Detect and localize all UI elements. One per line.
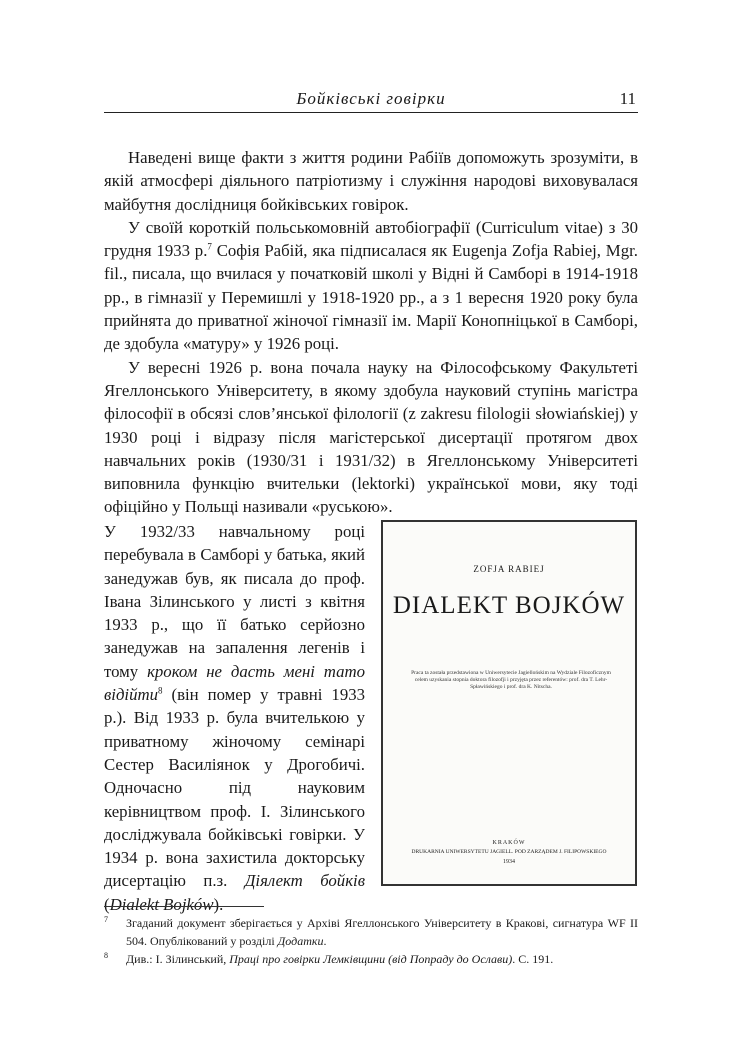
side-part-d: ). [213, 894, 224, 914]
dissertation-title-pl: Dialekt Bojków [109, 894, 214, 914]
footnote-7 [104, 914, 638, 950]
footnote-ref-7[interactable]: 7 [207, 241, 212, 252]
book-description: Praca ta została przedstawiona w Uniwersytecie Jagiellońskim na Wydziale Filozoficznym celem uzyskania stopnia doktora filozofji i przyjęta przez referentów: prof. dra T. Lehr-Spławińskiego i prof. dra K. Nitscha. [411, 670, 611, 690]
main-text [104, 146, 638, 519]
page-number: 11 [619, 89, 636, 108]
footnotes [104, 914, 638, 968]
footnote-tail: . [323, 934, 327, 948]
footnote-number: 7 [104, 915, 108, 924]
paragraph-2 [104, 216, 638, 356]
side-part-a: У 1932/33 навчальному році перебувала в Самборі у батька, який занедужав був, як писала до проф. Івана Зілинського у листі з квітня 1933 р., що її батько серйозно занедужав на запалення легенів і тому [104, 522, 365, 681]
running-header [104, 88, 638, 113]
footnote-italic: Праці про говірки Лемківщини (від Попраду до Ослави) [229, 952, 513, 966]
footnote-tail: . С. 191. [512, 952, 554, 966]
footnote-text: Див.: І. Зілинський, [126, 952, 230, 966]
dissertation-title-ua: Діялект бойків [244, 871, 365, 891]
side-part-c: ( [104, 894, 110, 914]
running-title: Бойківські говірки [296, 89, 446, 108]
footnote-divider [104, 906, 264, 907]
book-author: ZOFJA RABIEJ [473, 564, 545, 574]
footnote-italic: Додатки [277, 934, 324, 948]
paragraph-2-part-b: Софія Рабій, яка підписалася як Eugenja Zofja Rabiej, Mgr. fil., писала, що вчилася у початковій школі у Відні й Самборі в 1914-1918 рр., в гімназії у Перемишлі у 1918-1920 рр., а з 1 вересня 1920 року була прийнята до приватної жіночої гімназії ім. Марії Конопніцької в Самборі, де здобула «матуру» у 1926 році. [104, 241, 638, 354]
book-title-page-image [381, 520, 637, 886]
side-part-b: (він помер у травні 1933 р.). Від 1933 р. була вчителькою у приватному жіночому семінарі Сестер Василіянок у Дрогобичі. Одночасно під науковим керівництвом проф. І. Зілинського досліджувала бойківські говірки. У 1934 р. вона захистила докторську дисертацію п.з. [104, 685, 365, 891]
side-paragraph [104, 520, 365, 916]
footnote-ref-8[interactable]: 8 [158, 685, 163, 696]
footnote-8 [104, 950, 638, 968]
book-printer: DRUKARNIA UNIWERSYTETU JAGIELL. POD ZARZĄDEM J. FILIPOWSKIEGO [411, 849, 607, 855]
footnote-number: 8 [104, 951, 108, 960]
paragraph-1: Наведені вище факти з життя родини Рабіїв допоможуть зрозуміти, в якій атмосфері діяльного патріотизму і служіння народові виховувалася майбутня дослідниця бойківських говірок. [104, 148, 638, 214]
side-quote: кроком не дасть мені тато відійти [104, 661, 366, 705]
paragraph-2-part-a: У своїй короткій польськомовній автобіографії (Curriculum vitae) з 30 грудня 1933 р. [104, 217, 638, 261]
paragraph-3: У вересні 1926 р. вона почала науку на Філософському Факультеті Ягеллонського Університету, в якому здобула науковий ступінь магістра філософії в обсязі слов’янської філології (z zakresu filologii słowiańskiej) у 1930 році і відразу після магістерської дисертації протягом двох навчальних років (1930/31 і 1931/32) в Ягеллонському Університеті виповнила функцію вчительки (lektorki) української мови, яку тоді офіційно у Польщі називали «руською». [104, 357, 638, 517]
book-year: 1934 [503, 859, 515, 865]
footnote-text: Згаданий документ зберігається у Архіві Ягеллонського Університету в Кракові, сигнатура WF II 504. Опублікований у розділі [126, 916, 638, 948]
book-title: DIALEKT BOJKÓW [392, 592, 626, 619]
book-city: KRAKÓW [492, 840, 526, 846]
